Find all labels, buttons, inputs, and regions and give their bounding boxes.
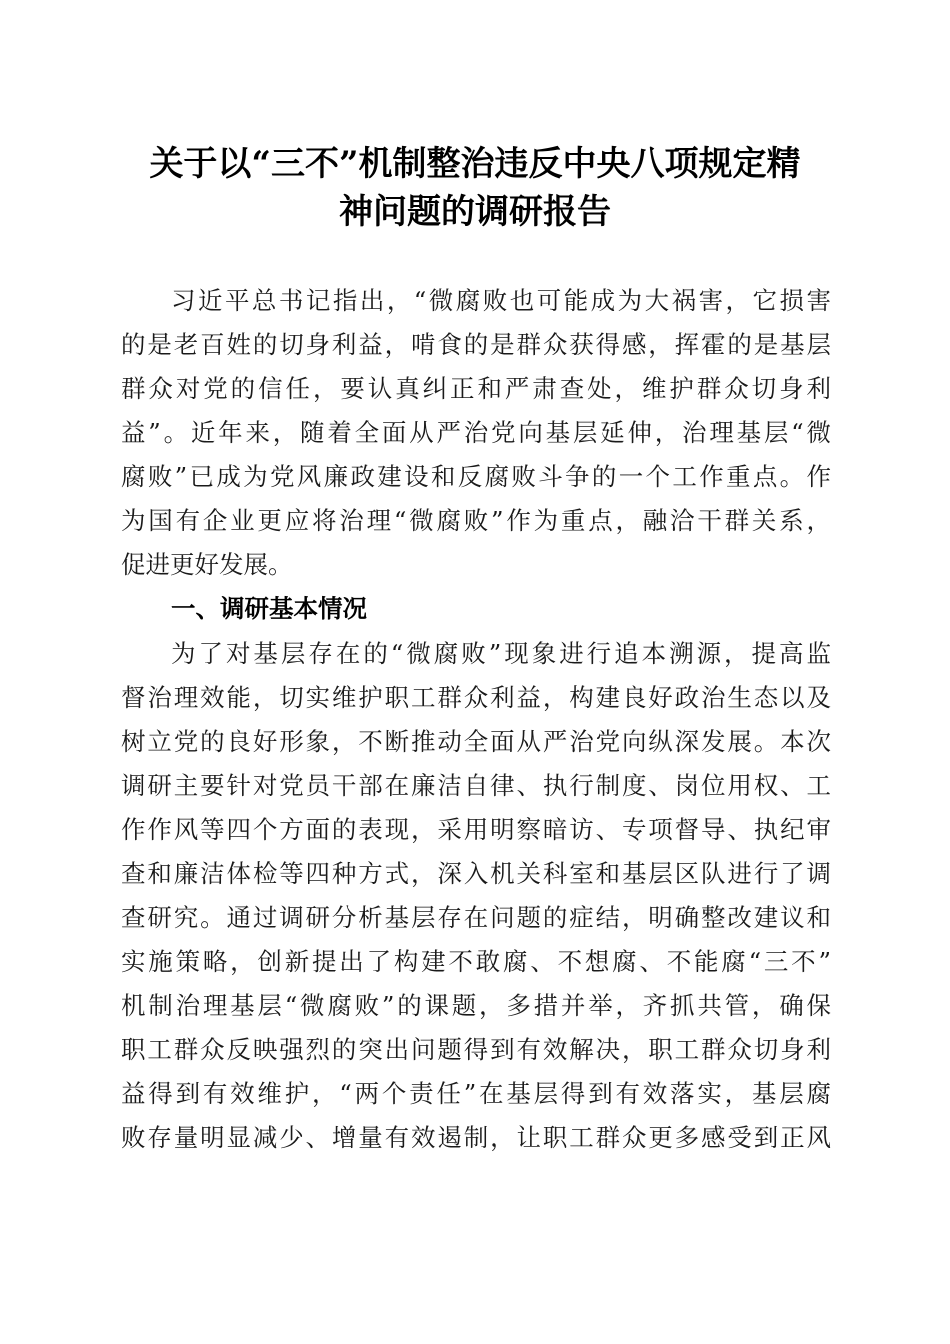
paragraph-line: 督治理效能，切实维护职工群众利益，构建良好政治生态以及 — [121, 683, 831, 712]
document-title-line-1: 关于以“三不”机制整治违反中央八项规定精 — [149, 144, 801, 184]
paragraph-line: 查研究。通过调研分析基层存在问题的症结，明确整改建议和 — [121, 903, 831, 932]
paragraph-line: 习近平总书记指出，“微腐败也可能成为大祸害，它损害 — [171, 286, 831, 315]
paragraph-line: 的是老百姓的切身利益，啃食的是群众获得感，挥霍的是基层 — [121, 330, 831, 359]
section-heading: 一、调研基本情况 — [171, 594, 367, 623]
paragraph-line: 腐败”已成为党风廉政建设和反腐败斗争的一个工作重点。作 — [121, 462, 831, 491]
paragraph-line: 败存量明显减少、增量有效遏制，让职工群众更多感受到正风 — [121, 1123, 831, 1152]
paragraph-line: 查和廉洁体检等四种方式，深入机关科室和基层区队进行了调 — [121, 859, 831, 888]
paragraph-line: 促进更好发展。 — [121, 550, 293, 579]
paragraph-line: 机制治理基层“微腐败”的课题，多措并举，齐抓共管，确保 — [121, 991, 831, 1020]
paragraph-line: 职工群众反映强烈的突出问题得到有效解决，职工群众切身利 — [121, 1035, 831, 1064]
document-title-line-2: 神问题的调研报告 — [339, 192, 611, 232]
paragraph-line: 调研主要针对党员干部在廉洁自律、执行制度、岗位用权、工 — [121, 771, 831, 800]
paragraph-line: 为了对基层存在的“微腐败”现象进行追本溯源，提高监 — [171, 639, 831, 668]
paragraph-line: 益得到有效维护，“两个责任”在基层得到有效落实，基层腐 — [121, 1079, 831, 1108]
paragraph-line: 益”。近年来，随着全面从严治党向基层延伸，治理基层“微 — [121, 418, 831, 447]
paragraph-line: 树立党的良好形象，不断推动全面从严治党向纵深发展。本次 — [121, 727, 831, 756]
paragraph-line: 作作风等四个方面的表现，采用明察暗访、专项督导、执纪审 — [121, 815, 831, 844]
paragraph-line: 为国有企业更应将治理“微腐败”作为重点，融洽干群关系， — [121, 506, 831, 535]
paragraph-line: 群众对党的信任，要认真纠正和严肃查处，维护群众切身利 — [121, 374, 831, 403]
paragraph-line: 实施策略，创新提出了构建不敢腐、不想腐、不能腐“三不” — [121, 947, 831, 976]
